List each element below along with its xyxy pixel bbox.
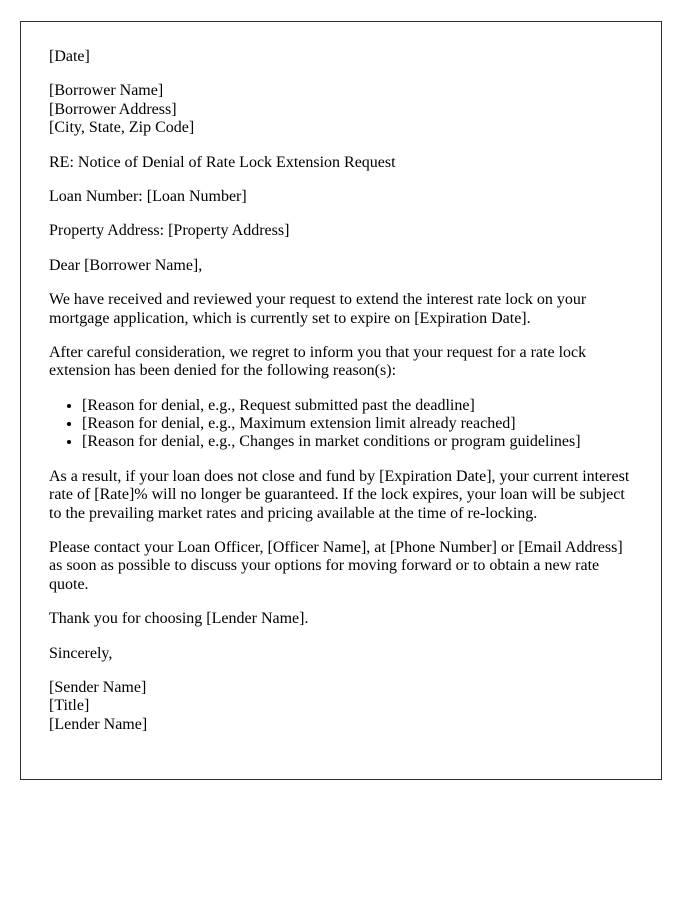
paragraph-thank-you: Thank you for choosing [Lender Name]. xyxy=(49,610,309,628)
signature-lender-name-line: [Lender Name] xyxy=(49,715,148,733)
signature-block xyxy=(49,679,633,734)
denial-reason-item: • [Reason for denial, e.g., Changes in market conditions or program guidelines] xyxy=(82,433,633,451)
letter-page xyxy=(20,21,662,780)
subject-line: RE: Notice of Denial of Rate Lock Extension Request xyxy=(49,153,396,171)
loan-number-line: Loan Number: [Loan Number] xyxy=(49,187,247,205)
paragraph-request-received: We have received and reviewed your request to extend the interest rate lock on your mortgage application, which is currently set to expire on [Expiration Date]. xyxy=(49,291,587,327)
denial-reason-item: • [Reason for denial, e.g., Maximum extension limit already reached] xyxy=(82,415,633,433)
paragraph-consequence: As a result, if your loan does not close and fund by [Expiration Date], your current interest rate of [Rate]% will no longer be guaranteed. If the lock expires, your loan will be subject to the prevailing market rates and pricing available at the time of re-locking. xyxy=(49,467,630,522)
property-address-line: Property Address: [Property Address] xyxy=(49,222,290,240)
paragraph-contact-info: Please contact your Loan Officer, [Officer Name], at [Phone Number] or [Email Address] as soon as possible to discuss your options for moving forward or to obtain a new rate quote. xyxy=(49,539,623,593)
date-line: [Date] xyxy=(49,48,90,65)
signoff-line: Sincerely, xyxy=(49,644,113,662)
denial-reason-item: • [Reason for denial, e.g., Request submitted past the deadline] xyxy=(82,397,633,415)
recipient-city-state-zip-line: [City, State, Zip Code] xyxy=(49,119,195,137)
signature-sender-name-line: [Sender Name] xyxy=(49,678,147,696)
recipient-address-line: [Borrower Address] xyxy=(49,100,177,118)
paragraph-denial-notice: After careful consideration, we regret to inform you that your request for a rate lock extension has been denied for the following reason(s): xyxy=(49,343,587,380)
salutation-line: Dear [Borrower Name], xyxy=(49,256,203,274)
signature-title-line: [Title] xyxy=(49,697,90,715)
recipient-address-block xyxy=(49,82,633,137)
recipient-name-line: [Borrower Name] xyxy=(49,82,164,100)
denial-reasons-list xyxy=(49,397,633,452)
